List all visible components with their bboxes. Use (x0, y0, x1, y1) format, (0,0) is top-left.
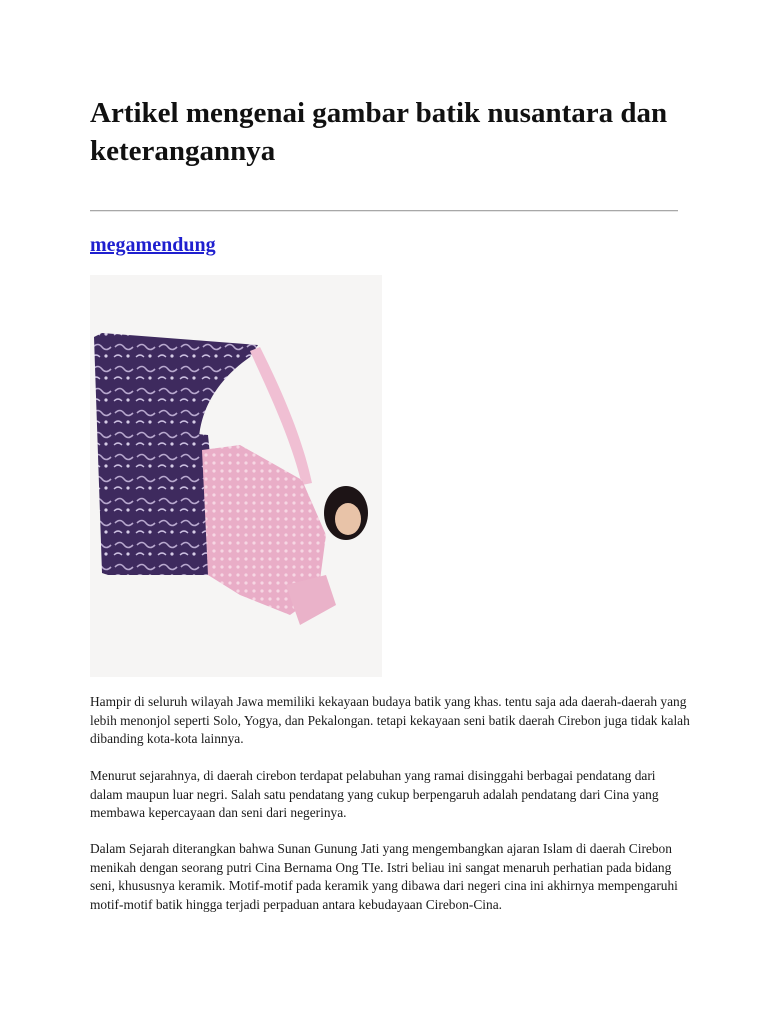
horizontal-divider (90, 210, 678, 212)
batik-photo (90, 275, 382, 677)
batik-skirt (100, 425, 218, 575)
section-heading (90, 232, 216, 258)
paragraph-1: Hampir di seluruh wilayah Jawa memiliki kekayaan budaya batik yang khas. tentu saja ada daerah-daerah yang lebih menonjol seperti Solo, Yogya, dan Pekalongan. tetapi kekayaan seni batik daerah Cirebon juga tidak kalah dibanding kota-kota lainnya. (90, 694, 690, 746)
article-title: Artikel mengenai gambar batik nusantara dan keterangannya (90, 97, 668, 167)
face (335, 503, 361, 535)
paragraph-2: Menurut sejarahnya, di daerah cirebon terdapat pelabuhan yang ramai disinggahi berbagai pendatang dari dalam maupun luar negri. Salah satu pendatang yang cukup berpengaruh adalah pendatang dari Cina yang membawa kepercayaan dan seni dari negerinya. (90, 768, 659, 820)
megamendung-link[interactable]: megamendung (90, 234, 216, 256)
paragraph-3: Dalam Sejarah diterangkan bahwa Sunan Gunung Jati yang mengembangkan ajaran Islam di daerah Cirebon menikah dengan seorang putri Cina Bernama Ong TIe. Istri beliau ini sangat menaruh perhatian pada bidang seni, khususnya keramik. Motif-motif pada keramik yang dibawa dari negeri cina ini akhirnya mempengaruhi motif-motif batik hingga terjadi perpaduan antara kebudayaan Cirebon-Cina. (90, 841, 678, 912)
